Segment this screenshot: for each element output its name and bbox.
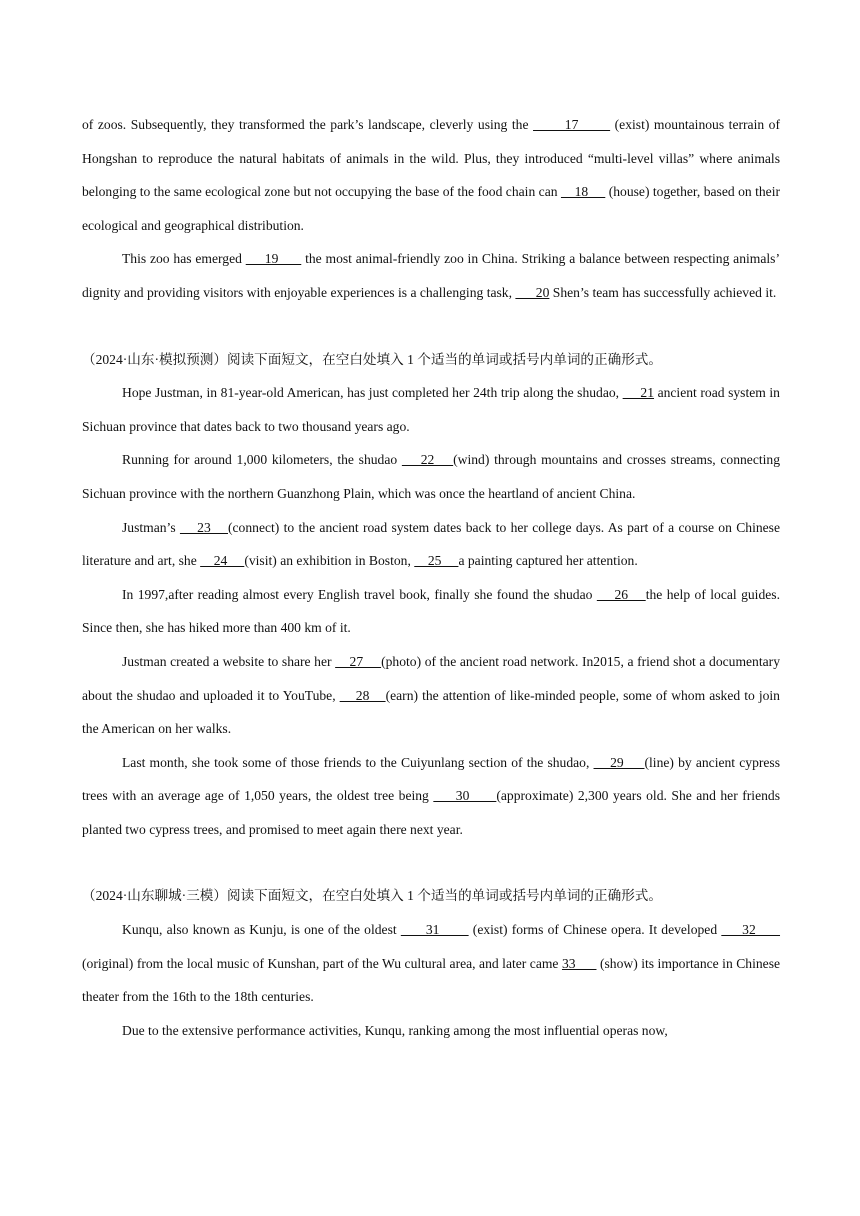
passage-paragraph — [82, 746, 780, 847]
passage-text: (earn) the attention of like-minded people, some of whom asked to join the American on her walks. — [82, 687, 780, 737]
passage-text: a painting captured her attention. — [458, 553, 638, 569]
answer-blank[interactable]: 26 — [596, 586, 646, 602]
answer-blank[interactable]: 17 — [533, 117, 611, 132]
passage-text: Justman’s — [122, 519, 180, 535]
passage-text: (connect) to the ancient road system dates back to her college days. As part of a course on Chinese literature and art, she — [82, 519, 781, 569]
exercise-heading: （2024·山东聊城·三模）阅读下面短文，在空白处填入 1 个适当的单词或括号内单词的正确形式。 — [82, 888, 662, 904]
passage-text: (wind) through mountains and crosses streams, connecting Sichuan province with the northern Guanzhong Plain, which was once the heartland of ancient China. — [82, 452, 781, 501]
passage-text: the most animal-friendly zoo in China. Striking a balance between respecting animals’ dignity and providing visitors with enjoyable experiences is a challenging task, — [82, 251, 780, 300]
passage-paragraph — [82, 1014, 780, 1048]
answer-blank[interactable]: 32 — [721, 922, 781, 938]
passage-text: (house) together, based on their ecological and geographical distribution. — [82, 184, 780, 233]
passage-paragraph — [82, 511, 780, 578]
answer-blank[interactable]: 31 — [400, 922, 469, 938]
passage-paragraph — [82, 645, 780, 746]
passage-text: Hope Justman, in 81-year-old American, has just completed her 24th trip along the shudao, — [122, 385, 623, 401]
document-page — [82, 108, 780, 1047]
passage-text: (exist) mountainous terrain of Hongshan to reproduce the natural habitats of animals in the wild. Plus, they introduced “multi-level villas” where animals belonging to the same ecological zone but not occupying the base of the food chain can — [82, 117, 781, 200]
passage-text: (visit) an exhibition in Boston, — [244, 553, 415, 569]
answer-blank[interactable]: 19 — [245, 251, 302, 267]
answer-blank[interactable]: 18 — [560, 184, 606, 200]
answer-blank[interactable]: 20 — [515, 284, 550, 300]
answer-blank[interactable]: 28 — [339, 687, 386, 703]
passage-paragraph — [82, 376, 780, 443]
exercise-heading: （2024·山东·模拟预测）阅读下面短文，在空白处填入 1 个适当的单词或括号内单词的正确形式。 — [82, 351, 662, 367]
passage-text: This zoo has emerged — [122, 251, 246, 267]
passage-text: Due to the extensive performance activities, Kunqu, ranking among the most influential operas now, — [122, 1022, 668, 1038]
answer-blank[interactable]: 30 — [433, 788, 497, 804]
passage-text: Shen’s team has successfully achieved it. — [549, 284, 777, 300]
passage-text: (exist) forms of Chinese opera. It developed — [468, 922, 722, 938]
passage-text: (original) from the local music of Kunshan, part of the Wu cultural area, and later came — [82, 955, 562, 971]
passage-text: (show) its importance in Chinese theater from the 16th to the 18th centuries. — [82, 955, 781, 1005]
passage-paragraph — [82, 108, 780, 242]
passage-text: (line) by ancient cypress trees with an average age of 1,050 years, the oldest tree being — [82, 754, 781, 804]
answer-blank[interactable]: 29 — [593, 754, 645, 770]
passage-paragraph — [82, 443, 780, 510]
passage-text: ancient road system in Sichuan province that dates back to two thousand years ago. — [82, 385, 780, 434]
passage-text: the help of local guides. Since then, she has hiked more than 400 km of it. — [82, 586, 780, 636]
passage-paragraph — [82, 578, 780, 645]
answer-blank[interactable]: 25 — [414, 553, 459, 569]
passage-text: Kunqu, also known as Kunju, is one of the oldest — [122, 922, 401, 938]
answer-blank[interactable]: 22 — [401, 452, 454, 468]
answer-blank[interactable]: 23 — [179, 519, 228, 535]
passage-paragraph — [82, 242, 780, 309]
answer-blank[interactable]: 24 — [200, 553, 245, 569]
passage-text: In 1997,after reading almost every English travel book, finally she found the shudao — [122, 586, 597, 602]
passage-text: Running for around 1,000 kilometers, the shudao — [122, 452, 402, 468]
passage-text: Last month, she took some of those friends to the Cuiyunlang section of the shudao, — [122, 754, 594, 770]
answer-blank[interactable]: 27 — [335, 653, 382, 669]
passage-text: of zoos. Subsequently, they transformed the park’s landscape, cleverly using the — [82, 117, 534, 132]
answer-blank[interactable]: 33 — [561, 955, 597, 971]
passage-text: (approximate) 2,300 years old. She and her friends planted two cypress trees, and promised to meet again there next year. — [82, 788, 780, 837]
passage-text: Justman created a website to share her — [122, 653, 336, 669]
passage-paragraph — [82, 913, 780, 1014]
answer-blank[interactable]: 21 — [622, 385, 655, 401]
passage-text: (photo) of the ancient road network. In2015, a friend shot a documentary about the shudao and uploaded it to YouTube, — [82, 653, 780, 703]
